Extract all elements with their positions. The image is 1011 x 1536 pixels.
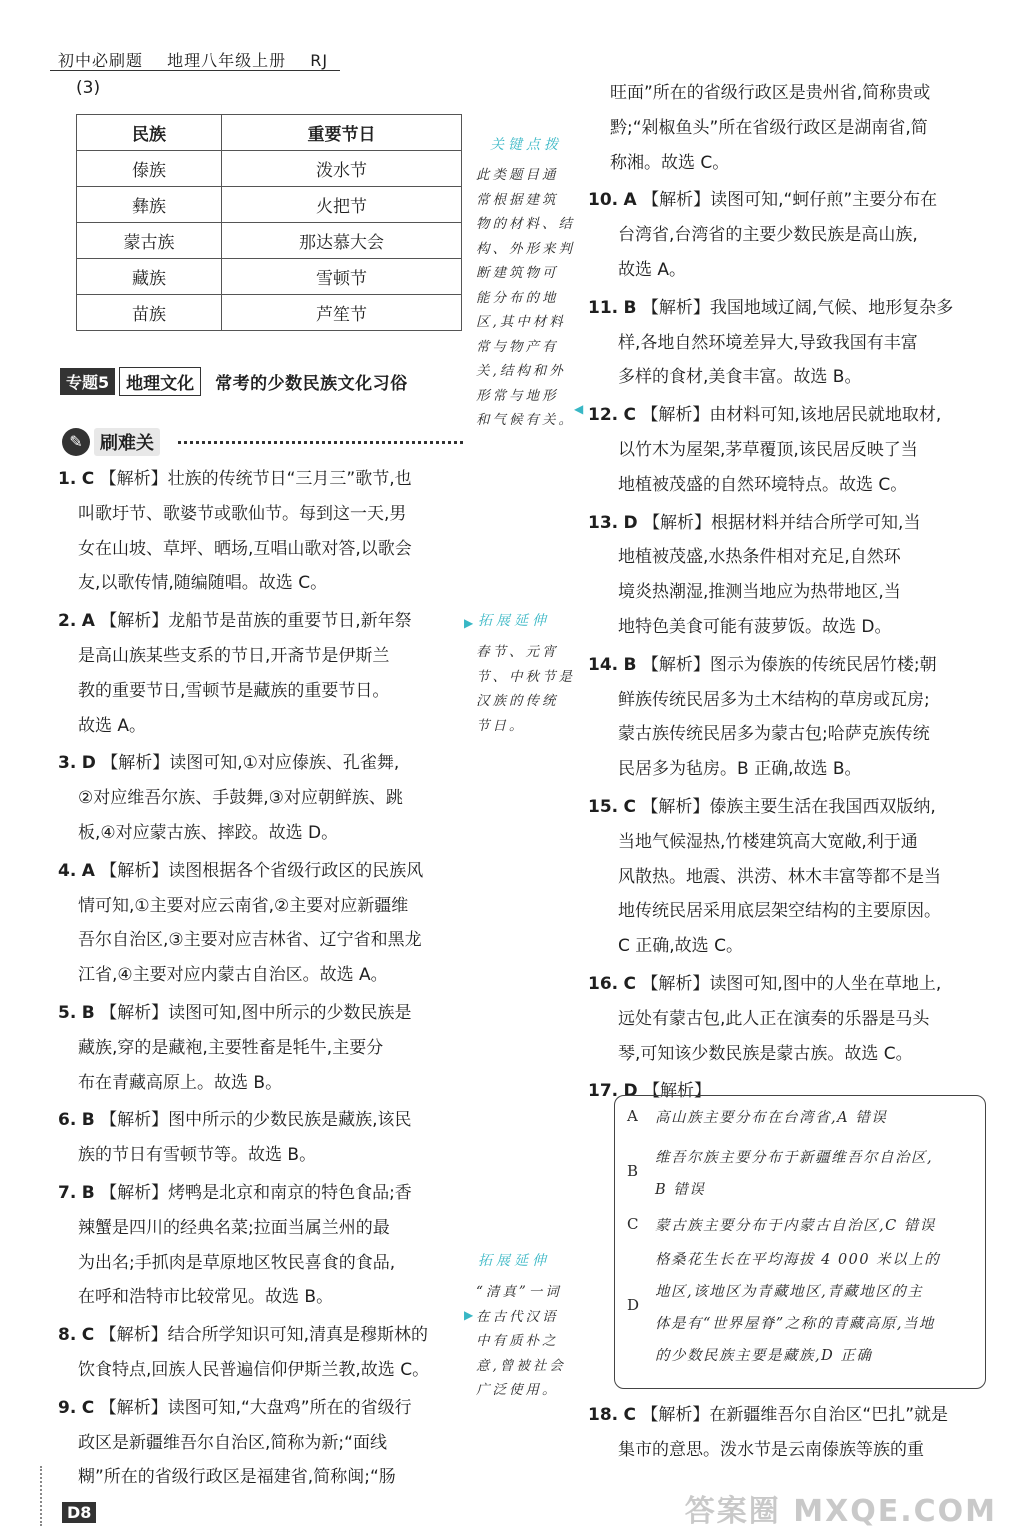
- item-line: 【解析】读图根据各个省级行政区的民族风: [100, 860, 424, 881]
- item-line: 远处有蒙古包,此人正在演奏的乐器是马头: [618, 1008, 930, 1029]
- item-line: 集市的意思。泼水节是云南傣族等族的重: [618, 1439, 924, 1460]
- section-divider: [178, 441, 463, 444]
- item-line: 当地气候湿热,竹楼建筑高大宽敞,利于通: [618, 831, 918, 852]
- topic-bar: [60, 367, 408, 395]
- list-item: [58, 996, 468, 1100]
- option-line: 的少数民族主要是藏族,D 正确: [655, 1348, 873, 1364]
- list-item: [588, 790, 988, 964]
- item-answer: D: [81, 753, 96, 774]
- option-line: 高山族主要分布在台湾省,A 错误: [655, 1110, 888, 1126]
- table-header-row: [77, 115, 462, 151]
- side-note-line: 常与物产有: [476, 338, 559, 355]
- side-note-extension-2: [476, 1280, 576, 1403]
- festival-table: [76, 114, 462, 331]
- item-line: 故选 A。: [618, 259, 687, 280]
- item-line: 【解析】读图可知,①对应傣族、孔雀舞,: [101, 753, 400, 774]
- item-answer: D: [623, 512, 638, 533]
- item-number: 2.: [58, 611, 77, 632]
- list-item: [58, 604, 468, 743]
- list-item: [588, 506, 988, 645]
- item-line: 在呼和浩特市比较常见。故选 B。: [78, 1287, 334, 1308]
- side-note-line: 此类题目通: [476, 167, 559, 183]
- side-note-line: 断建筑物可: [476, 265, 559, 281]
- item-line: 民居多为毡房。B 正确,故选 B。: [618, 759, 862, 780]
- item-answer: C: [623, 796, 637, 817]
- q3-label: (3): [76, 78, 101, 98]
- option-line: B 错误: [655, 1182, 706, 1198]
- item-answer: C: [623, 1405, 637, 1425]
- topic-title: 地理文化: [119, 367, 201, 396]
- list-item: [588, 76, 988, 180]
- side-note-line: 中有质朴之: [476, 1333, 559, 1349]
- table-row: [77, 295, 462, 331]
- list-item: [588, 1398, 988, 1468]
- table-cell: 傣族: [77, 151, 222, 187]
- table-cell: 苗族: [77, 295, 222, 331]
- item-answer: C: [81, 1325, 95, 1346]
- item-line: 鲜族传统民居多为土木结构的草房或瓦房;: [618, 689, 930, 710]
- item-line: 旺面”所在的省级行政区是贵州省,简称贵或: [610, 83, 931, 103]
- item-number: 17.: [588, 1081, 619, 1102]
- item-line: 以竹木为屋架,茅草覆顶,该民居反映了当: [618, 439, 918, 460]
- side-note-line: 和气候有关。: [476, 412, 575, 428]
- side-note-line: 物的材料、结: [476, 216, 575, 232]
- side-note-line: 节日。: [476, 717, 526, 734]
- item-answer: D: [623, 1081, 638, 1102]
- option-text: [655, 1210, 973, 1242]
- list-item: [58, 1318, 468, 1388]
- table-row: [77, 187, 462, 223]
- item-line: 【解析】结合所学知识可知,清真是穆斯林的: [99, 1325, 428, 1346]
- analysis-box: [614, 1095, 986, 1389]
- option-letter: B: [627, 1162, 640, 1180]
- option-line: 格桑花生长在平均海拔 4 000 米以上的: [655, 1252, 941, 1268]
- item-number: 4.: [58, 860, 77, 881]
- side-note-key-tip: [476, 163, 576, 433]
- item-line: 是高山族某些支系的节日,开斋节是伊斯兰: [78, 645, 390, 666]
- list-item: [58, 1103, 468, 1173]
- item-number: 7.: [58, 1182, 77, 1203]
- option-text: [655, 1142, 973, 1206]
- option-text: [655, 1244, 973, 1372]
- item-line: 饮食特点,回族人民普遍信仰伊斯兰教,故选 C。: [78, 1359, 430, 1380]
- item-line: 教的重要节日,雪顿节是藏族的重要节日。: [78, 680, 390, 701]
- side-note-pointer-icon: ◀: [574, 402, 584, 416]
- list-item: [58, 462, 468, 601]
- item-line: ②对应维吾尔族、手鼓舞,③对应朝鲜族、跳: [78, 788, 403, 809]
- item-line: 台湾省,台湾省的主要少数民族是高山族,: [618, 225, 918, 246]
- item-line: 称湘。故选 C。: [610, 152, 730, 173]
- list-item: [58, 1176, 468, 1315]
- side-note-pointer-icon: ▶: [464, 1308, 474, 1322]
- item-number: 1.: [58, 469, 77, 489]
- item-line: 情可知,①主要对应云南省,②主要对应新疆维: [78, 895, 409, 916]
- item-number: 6.: [58, 1110, 77, 1131]
- item-line: 族的节日有雪顿节等。故选 B。: [78, 1145, 317, 1166]
- page-number: D8: [62, 1502, 96, 1523]
- item-line: 叫歌圩节、歌婆节或歌仙节。每到这一天,男: [78, 503, 407, 524]
- table-row: [77, 223, 462, 259]
- topic-tag: 专题5: [60, 368, 115, 395]
- item-line: 黔;“剁椒鱼头”所在省级行政区是湖南省,简: [610, 117, 928, 138]
- item-line: 蒙古族传统民居多为蒙古包;哈萨克族传统: [618, 724, 930, 745]
- item-number: 14.: [588, 654, 619, 675]
- item-line: 风散热。地震、洪涝、林木丰富等都不是当: [618, 866, 941, 887]
- item-number: 15.: [588, 796, 619, 817]
- item-line: 多样的食材,美食丰富。故选 B。: [618, 367, 862, 388]
- side-note-extension-1: [476, 640, 576, 738]
- item-line: 样,各地自然环境差异大,导致我国有丰富: [618, 332, 918, 353]
- item-line: 地传统民居采用底层架空结构的主要原因。: [618, 901, 941, 922]
- option-letter: D: [627, 1296, 641, 1314]
- table-cell: 那达慕大会: [222, 223, 462, 259]
- table-cell: 藏族: [77, 259, 222, 295]
- item-line: 【解析】壮族的传统节日“三月三”歌节,也: [99, 469, 412, 489]
- section-label: 刷难关: [94, 428, 160, 456]
- table-row: [77, 259, 462, 295]
- list-item: [588, 967, 988, 1071]
- item-answer: B: [81, 1110, 95, 1131]
- side-note-line: 广泛使用。: [476, 1382, 559, 1398]
- list-item: [588, 648, 988, 787]
- item-number: 12.: [588, 405, 619, 426]
- item-line: 吾尔自治区,③主要对应吉林省、辽宁省和黑龙: [78, 930, 422, 951]
- item-line: 布在青藏高原上。故选 B。: [78, 1072, 283, 1093]
- option-line: 地区,该地区为青藏地区,青藏地区的主: [655, 1284, 924, 1300]
- list-item: [58, 746, 468, 850]
- item-line: 政区是新疆维吾尔自治区,简称为新;“面线: [78, 1432, 387, 1453]
- item-number: 18.: [588, 1405, 619, 1425]
- option-letter: C: [627, 1215, 640, 1233]
- item-line: 【解析】烤鸭是北京和南京的特色食品;香: [100, 1182, 412, 1203]
- book-title: 初中必刷题: [58, 51, 144, 70]
- item-answer: A: [81, 860, 95, 881]
- side-note-line: 构、外形来判: [476, 240, 575, 257]
- table-cell: 彝族: [77, 187, 222, 223]
- brush-icon: ✎: [62, 428, 90, 456]
- item-number: 3.: [58, 753, 77, 774]
- item-line: 地特色美食可能有菠萝饭。故选 D。: [618, 616, 892, 637]
- item-line: 【解析】由材料可知,该地居民就地取材,: [641, 405, 942, 426]
- list-item: [588, 291, 988, 395]
- item-answer: C: [623, 405, 637, 426]
- item-number: 8.: [58, 1325, 77, 1346]
- item-line: 板,④对应蒙古族、摔跤。故选 D。: [78, 822, 339, 843]
- item-answer: C: [623, 973, 637, 994]
- item-line: 【解析】图中所示的少数民族是藏族,该民: [100, 1110, 412, 1131]
- table-cell: 火把节: [222, 187, 462, 223]
- watermark: 答案圈 MXQE.COM: [684, 1494, 997, 1529]
- item-answer: B: [81, 1182, 95, 1203]
- table-cell: 泼水节: [222, 151, 462, 187]
- side-note-line: 春节、元宵: [476, 644, 559, 660]
- side-note-pointer-icon: ▶: [464, 616, 474, 630]
- item-line: 【解析】傣族主要生活在我国西双版纳,: [641, 796, 936, 817]
- side-note-line: 常根据建筑: [476, 191, 559, 208]
- table-row: [77, 151, 462, 187]
- side-note-head: 拓展延伸: [478, 613, 550, 629]
- page-edge-dots: [40, 1466, 42, 1526]
- table-cell: 雪顿节: [222, 259, 462, 295]
- section-badge: [62, 428, 160, 456]
- item-line: 江省,④主要对应内蒙古自治区。故选 A。: [78, 965, 388, 986]
- option-line: 体是有“世界屋脊”之称的青藏高原,当地: [655, 1316, 935, 1332]
- running-header: [58, 48, 346, 71]
- list-item: [58, 1391, 468, 1495]
- table-cell: 蒙古族: [77, 223, 222, 259]
- item-answer: B: [81, 1002, 95, 1023]
- item-line: 地植被茂盛,水热条件相对充足,自然环: [618, 547, 901, 568]
- item-number: 13.: [588, 512, 619, 533]
- right-answer-column: [588, 76, 988, 1109]
- table-header-cell: 民族: [77, 115, 222, 151]
- item-line: 【解析】龙船节是苗族的重要节日,新年祭: [100, 611, 412, 632]
- item-line: 【解析】读图可知,“大盘鸡”所在的省级行: [99, 1397, 412, 1418]
- item-answer: C: [81, 469, 95, 489]
- item-line: 琴,可知该少数民族是蒙古族。故选 C。: [618, 1043, 913, 1064]
- item-line: 【解析】图示为傣族的传统民居竹楼;朝: [641, 654, 937, 675]
- table-cell: 芦笙节: [222, 295, 462, 331]
- item-line: C 正确,故选 C。: [618, 936, 743, 957]
- item-number: 5.: [58, 1002, 77, 1023]
- item-line: 【解析】读图可知,图中所示的少数民族是: [100, 1002, 412, 1023]
- item-line: 辣蟹是四川的经典名菜;拉面当属兰州的最: [78, 1217, 390, 1238]
- left-answer-column: [58, 462, 468, 1495]
- side-note-line: 形常与地形: [476, 387, 559, 404]
- option-line: 蒙古族主要分布于内蒙古自治区,C 错误: [655, 1218, 936, 1234]
- item-answer: B: [623, 297, 637, 318]
- item-answer: A: [623, 190, 637, 211]
- item-line: 地植被茂盛的自然环境特点。故选 C。: [618, 474, 908, 495]
- list-item: [588, 183, 988, 287]
- topic-subtitle: 常考的少数民族文化习俗: [215, 373, 408, 394]
- side-note-line: 在古代汉语: [476, 1308, 559, 1325]
- subject-title: 地理八年级上册: [167, 51, 287, 70]
- item-line: 糊”所在的省级行政区是福建省,简称闽;“肠: [78, 1467, 396, 1488]
- item-number: 9.: [58, 1397, 77, 1418]
- item-line: 友,以歌传情,随编随唱。故选 C。: [78, 573, 328, 594]
- item-line: 【解析】读图可知,“蚵仔煎”主要分布在: [642, 190, 938, 211]
- side-note-head: 拓展延伸: [478, 1253, 550, 1269]
- side-note-line: 关,结构和外: [476, 363, 566, 379]
- side-note-line: 能分布的地: [476, 289, 559, 306]
- item-number: 11.: [588, 297, 619, 318]
- item-line: 藏族,穿的是藏袍,主要牲畜是牦牛,主要分: [78, 1037, 384, 1058]
- list-item: [58, 854, 468, 993]
- item-answer: C: [81, 1397, 95, 1418]
- item-line: 境炎热潮湿,推测当地应为热带地区,当: [618, 582, 901, 603]
- item-line: 【解析】我国地域辽阔,气候、地形复杂多: [641, 297, 954, 318]
- item-number: 10.: [588, 190, 619, 211]
- side-note-line: 区,其中材料: [476, 314, 566, 330]
- list-item: [588, 398, 988, 502]
- item-number: 16.: [588, 973, 619, 994]
- side-note-line: “清真”一词: [476, 1284, 562, 1300]
- option-text: [655, 1102, 973, 1134]
- side-note-line: 汉族的传统: [476, 693, 559, 709]
- item-answer: B: [623, 654, 637, 675]
- item-line: 【解析】: [643, 1081, 712, 1102]
- item-line: 为出名;手抓肉是草原地区牧民喜食的食品,: [78, 1252, 396, 1273]
- item-line: 【解析】根据材料并结合所学可知,当: [643, 512, 921, 533]
- side-note-line: 节、中秋节是: [476, 668, 575, 685]
- table-header-cell: 重要节日: [222, 115, 462, 151]
- side-note-head: 关键点拨: [490, 137, 562, 153]
- item-line: 【解析】读图可知,图中的人坐在草地上,: [641, 973, 942, 994]
- item-line: 【解析】在新疆维吾尔自治区“巴扎”就是: [641, 1405, 949, 1425]
- header-rule: [50, 70, 340, 71]
- item-line: 故选 A。: [78, 715, 147, 736]
- option-letter: A: [627, 1107, 640, 1125]
- q18-block: [588, 1398, 988, 1468]
- item-line: 女在山坡、草坪、晒场,互唱山歌对答,以歌会: [78, 538, 412, 559]
- side-note-line: 意,曾被社会: [476, 1357, 566, 1374]
- item-answer: A: [81, 611, 95, 632]
- option-line: 维吾尔族主要分布于新疆维吾尔自治区,: [655, 1150, 934, 1166]
- edition-label: RJ: [310, 51, 329, 70]
